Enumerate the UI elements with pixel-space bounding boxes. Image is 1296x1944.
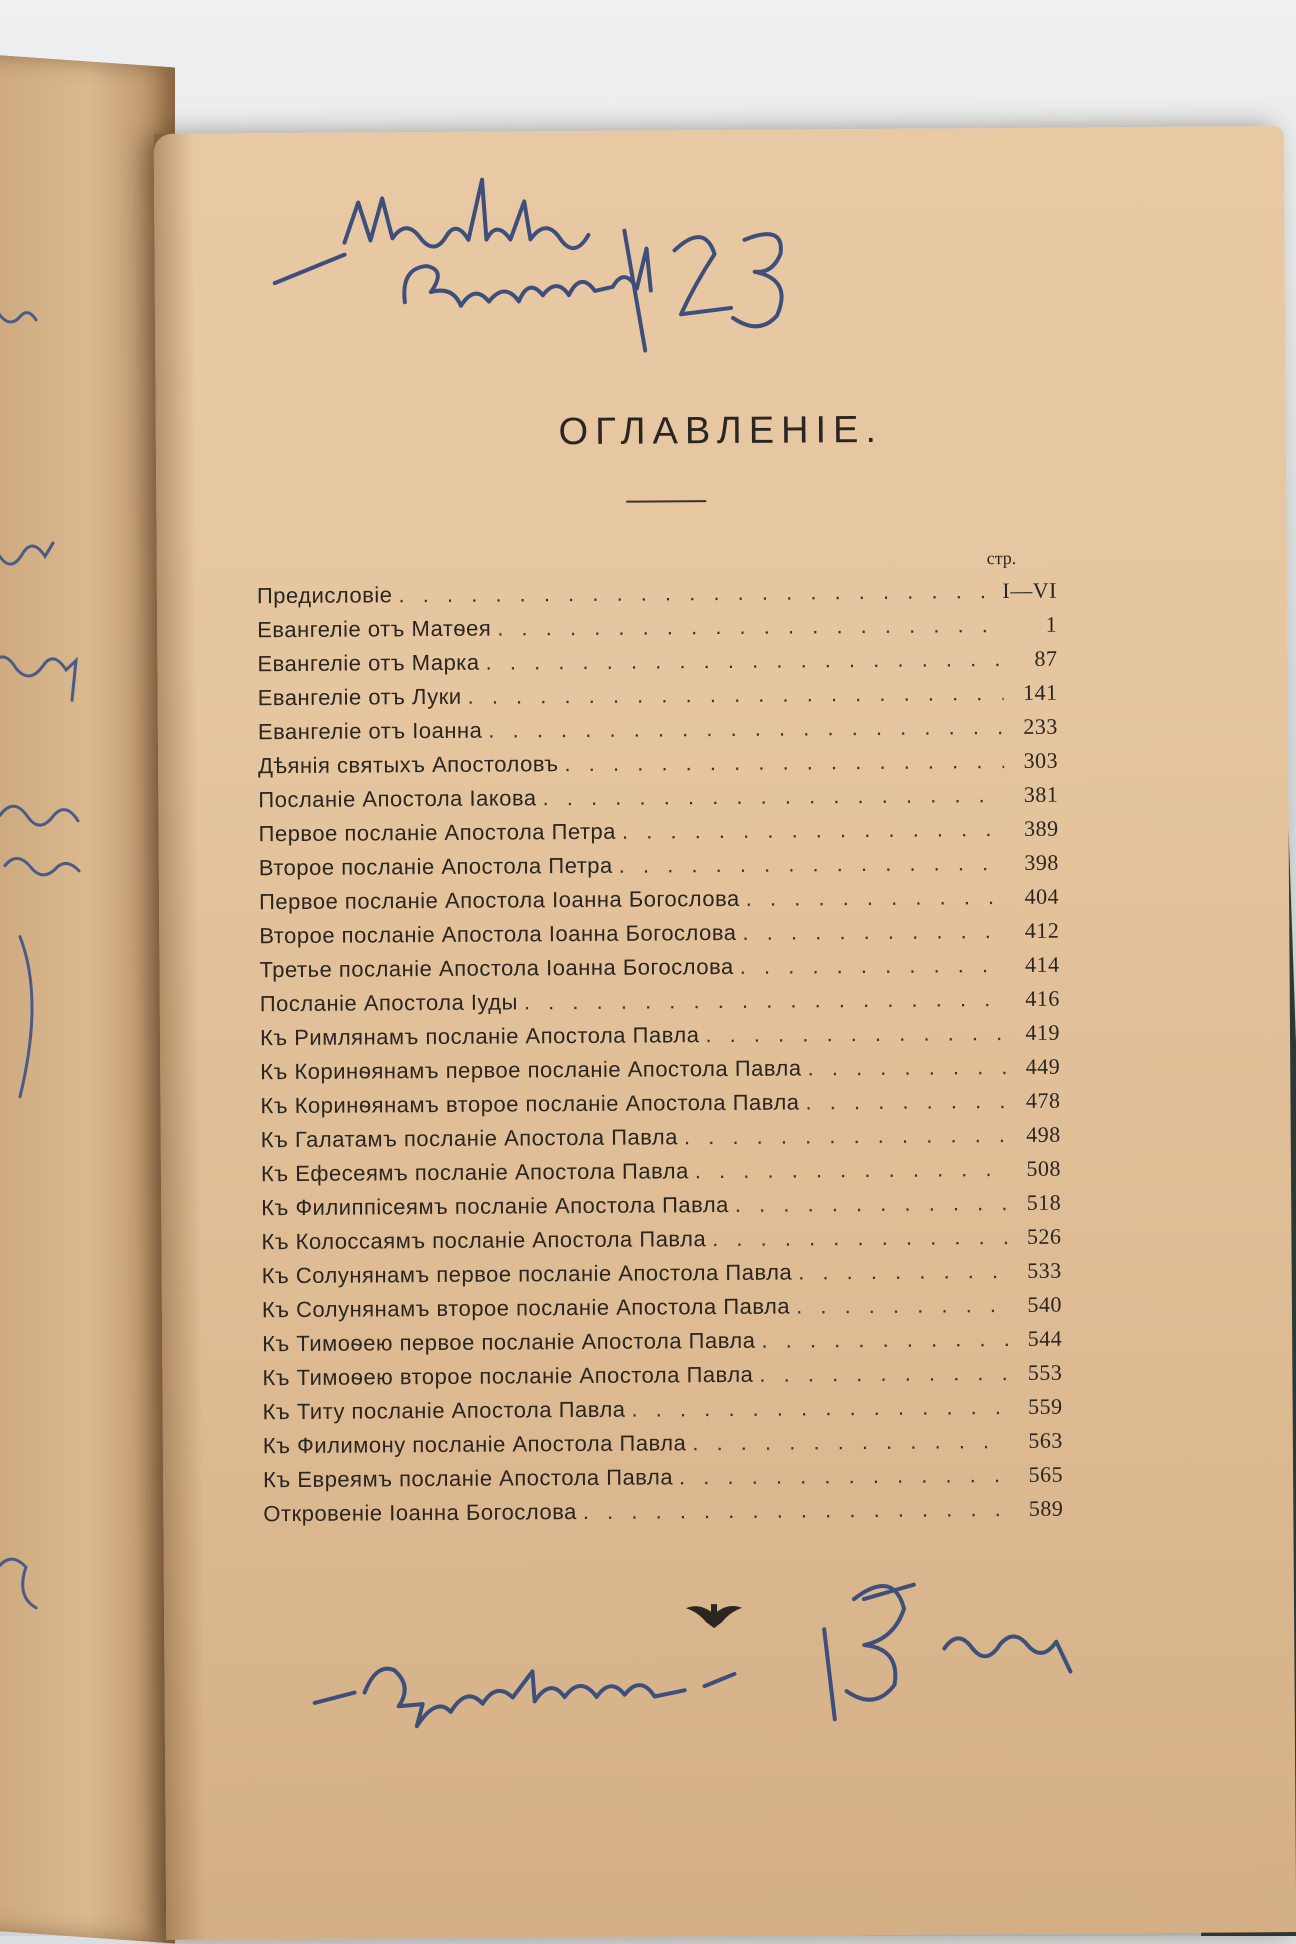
toc-leader-dots xyxy=(805,1088,1006,1115)
toc-entry-page: 87 xyxy=(1034,645,1058,671)
toc-entry-page: 381 xyxy=(1023,781,1059,807)
toc-entry xyxy=(258,680,1058,720)
toc-entry-title: Къ Тимоѳею второе посланіе Апостола Павла xyxy=(262,1361,754,1391)
toc-leader-dots xyxy=(740,952,1006,980)
toc-leader-dots xyxy=(712,1224,1007,1252)
toc-entry xyxy=(263,1496,1063,1536)
toc-leader-dots xyxy=(759,1360,1008,1388)
toc-entry-page: 1 xyxy=(1045,611,1058,637)
toc-leader-dots xyxy=(695,1156,1007,1184)
toc-entry xyxy=(257,612,1057,652)
toc-entry-page: 398 xyxy=(1024,849,1059,875)
toc-leader-dots xyxy=(807,1054,1006,1081)
toc-leader-dots xyxy=(631,1394,1008,1423)
toc-entry-page: 449 xyxy=(1025,1053,1061,1079)
table-of-contents xyxy=(257,578,1064,1536)
handwritten-top-note xyxy=(274,178,782,354)
toc-entry xyxy=(258,714,1058,754)
toc-leader-dots xyxy=(684,1122,1007,1150)
toc-entry-title: Посланіе Апостола Іакова xyxy=(258,785,537,813)
toc-entry-page: 565 xyxy=(1028,1461,1064,1487)
page-title: ОГЛАВЛЕНІЕ. xyxy=(558,408,884,454)
toc-entry-title: Евангеліе отъ Луки xyxy=(257,683,462,711)
toc-entry-title: Къ Солунянамъ второе посланіе Апостола Павла xyxy=(261,1293,791,1323)
toc-entry-title: Посланіе Апостола Іуды xyxy=(259,989,518,1017)
toc-leader-dots xyxy=(398,578,996,608)
toc-leader-dots xyxy=(705,1020,1006,1048)
toc-entry-page: 559 xyxy=(1028,1393,1063,1419)
toc-entry-title: Къ Тимоѳею первое посланіе Апостола Павла xyxy=(262,1327,756,1357)
toc-leader-dots xyxy=(467,680,1003,710)
toc-entry-title: Второе посланіе Апостола Іоанна Богослова xyxy=(259,919,737,949)
toc-leader-dots xyxy=(796,1292,1008,1319)
toc-leader-dots xyxy=(488,714,1004,744)
left-page xyxy=(0,52,175,1943)
toc-entry xyxy=(263,1394,1063,1434)
left-page-pencil-marks xyxy=(0,52,175,1943)
toc-entry-page: 553 xyxy=(1027,1359,1063,1385)
toc-entry xyxy=(258,748,1058,788)
toc-entry-page: I—VI xyxy=(1002,577,1058,604)
toc-entry xyxy=(263,1462,1063,1502)
toc-entry-title: Къ Филимону посланіе Апостола Павла xyxy=(262,1430,687,1459)
toc-leader-dots xyxy=(746,884,1005,912)
toc-entry-title: Къ Галатамъ посланіе Апостола Павла xyxy=(260,1124,679,1153)
ornament-icon xyxy=(684,1600,744,1630)
toc-leader-dots xyxy=(622,816,1005,845)
toc-entry-title: Къ Титу посланіе Апостола Павла xyxy=(262,1396,626,1425)
toc-entry xyxy=(262,1360,1062,1400)
toc-entry xyxy=(259,816,1059,856)
toc-entry xyxy=(257,578,1057,618)
toc-entry-page: 563 xyxy=(1028,1427,1063,1453)
toc-entry xyxy=(259,918,1059,958)
toc-entry-page: 233 xyxy=(1023,713,1058,739)
toc-entry xyxy=(263,1428,1063,1468)
toc-entry-title: Къ Коринѳянамъ второе посланіе Апостола Павла xyxy=(260,1089,800,1119)
toc-entry-title: Къ Коринѳянамъ первое посланіе Апостола Павла xyxy=(260,1055,802,1085)
toc-entry-page: 303 xyxy=(1023,747,1059,773)
toc-entry-title: Къ Римлянамъ посланіе Апостола Павла xyxy=(259,1022,700,1051)
toc-entry-page: 540 xyxy=(1027,1291,1062,1317)
toc-entry xyxy=(261,1190,1061,1230)
toc-entry xyxy=(261,1122,1061,1162)
toc-entry-title: Евангеліе отъ Іоанна xyxy=(257,717,483,745)
toc-entry xyxy=(260,1020,1060,1060)
page-column-label: стр. xyxy=(986,547,1017,569)
toc-entry-title: Первое посланіе Апостола Петра xyxy=(258,818,617,847)
toc-entry xyxy=(259,884,1059,924)
toc-entry-title: Второе посланіе Апостола Петра xyxy=(258,852,613,881)
toc-entry-title: Къ Евреямъ посланіе Апостола Павла xyxy=(263,1464,674,1493)
toc-entry xyxy=(262,1292,1062,1332)
toc-leader-dots xyxy=(735,1190,1008,1218)
toc-entry xyxy=(260,986,1060,1026)
toc-entry-page: 589 xyxy=(1028,1495,1064,1521)
toc-leader-dots xyxy=(583,1496,1010,1525)
toc-entry-title: Къ Ефесеямъ посланіе Апостола Павла xyxy=(260,1158,689,1187)
toc-entry xyxy=(261,1156,1061,1196)
toc-leader-dots xyxy=(742,918,1005,946)
toc-entry-title: Евангеліе отъ Марка xyxy=(257,649,480,677)
toc-entry-title: Предисловіе xyxy=(256,582,393,609)
toc-entry-page: 404 xyxy=(1024,883,1060,909)
toc-leader-dots xyxy=(486,646,1004,676)
toc-entry-title: Евангеліе отъ Матѳея xyxy=(257,615,492,643)
toc-entry-title: Къ Солунянамъ первое посланіе Апостола Павла xyxy=(261,1259,793,1289)
toc-entry xyxy=(258,782,1058,822)
toc-entry-page: 416 xyxy=(1025,985,1060,1011)
toc-entry-page: 478 xyxy=(1025,1087,1061,1113)
toc-entry xyxy=(260,1088,1060,1128)
toc-leader-dots xyxy=(798,1258,1008,1285)
toc-leader-dots xyxy=(619,850,1005,879)
toc-entry-page: 389 xyxy=(1023,815,1059,841)
toc-entry-page: 544 xyxy=(1027,1325,1063,1351)
toc-entry-page: 419 xyxy=(1025,1019,1061,1045)
toc-leader-dots xyxy=(524,986,1006,1015)
toc-entry xyxy=(257,646,1057,686)
toc-entry-title: Къ Колоссаямъ посланіе Апостола Павла xyxy=(261,1226,707,1255)
toc-leader-dots xyxy=(761,1326,1008,1354)
toc-entry-title: Дѣянія святыхъ Апостоловъ xyxy=(258,751,559,779)
toc-entry-title: Къ Филиппісеямъ посланіе Апостола Павла xyxy=(261,1191,729,1221)
toc-leader-dots xyxy=(543,782,1005,811)
toc-entry xyxy=(260,1054,1060,1094)
toc-leader-dots xyxy=(497,612,1003,642)
toc-entry-page: 141 xyxy=(1023,679,1058,705)
toc-entry xyxy=(262,1326,1062,1366)
toc-entry-page: 526 xyxy=(1026,1223,1062,1249)
toc-entry-page: 518 xyxy=(1026,1189,1062,1215)
contents-page xyxy=(154,126,1296,1940)
toc-leader-dots xyxy=(679,1462,1009,1490)
toc-entry-page: 498 xyxy=(1026,1121,1061,1147)
toc-entry xyxy=(262,1258,1062,1298)
toc-entry xyxy=(259,952,1059,992)
toc-entry-page: 533 xyxy=(1027,1257,1062,1283)
toc-entry-page: 414 xyxy=(1024,951,1060,977)
toc-entry-page: 508 xyxy=(1026,1155,1062,1181)
toc-entry-title: Откровеніе Іоанна Богослова xyxy=(263,1499,577,1527)
toc-entry-title: Первое посланіе Апостола Іоанна Богослова xyxy=(258,885,740,915)
toc-entry-title: Третье посланіе Апостола Іоанна Богослова xyxy=(259,953,734,983)
toc-entry-page: 412 xyxy=(1024,917,1060,943)
toc-entry xyxy=(259,850,1059,890)
toc-entry xyxy=(261,1224,1061,1264)
toc-leader-dots xyxy=(564,748,1004,777)
toc-leader-dots xyxy=(692,1428,1009,1456)
